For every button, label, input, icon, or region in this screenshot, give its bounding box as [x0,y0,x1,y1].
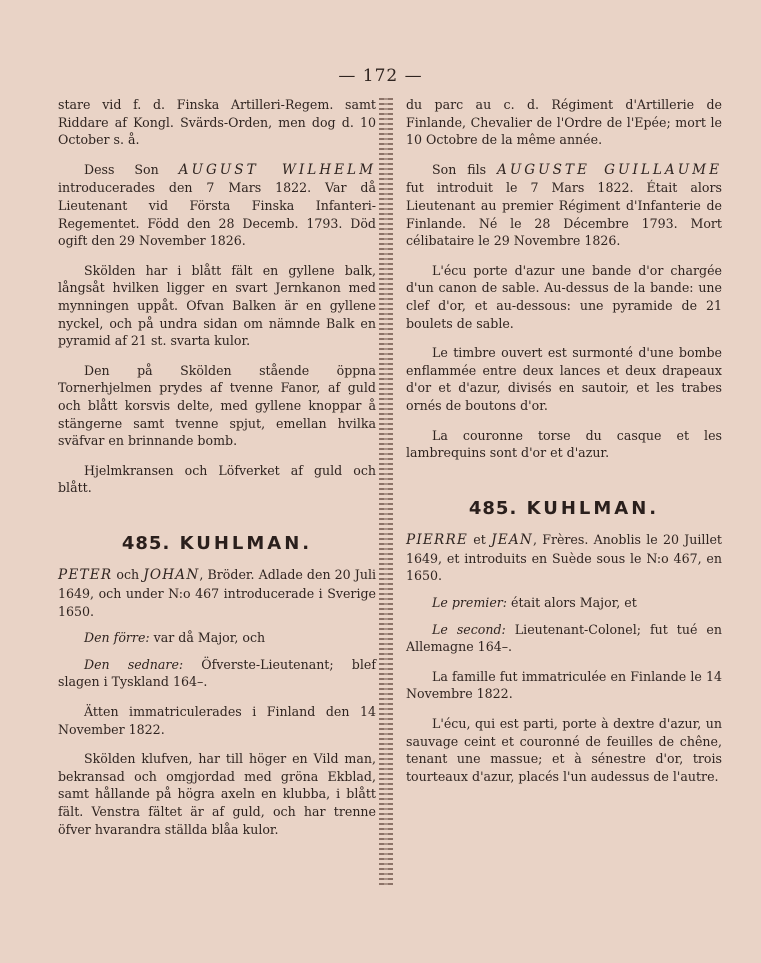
paragraph-immatriculation: Ätten immatriculerades i Finland den 14 November 1822. [58,704,376,737]
family-name: KUHLMAN. [179,532,313,554]
paragraph-continuation: du parc au c. d. Régiment d'Artillerie de Finlande, Chevalier de l'Ordre de l'Epée; mort le 10 Octobre de la même année. [406,97,722,148]
paragraph-second: Le second: Lieutenant-Colonel; fut tué en Allemagne 164–. [406,621,722,655]
paragraph-wreath: La couronne torse du casque et les lambrequins sont d'or et d'azur. [406,427,722,461]
paragraph-helmet: Le timbre ouvert est surmonté d'une bombe enflammée entre deux lances et deux drapeaux d'or et d'azur, divisés en sautoir, et les trabes ornés de boutons d'or. [406,345,722,413]
paragraph-son: Dess Son AUGUST WILHELM introducerades den 7 Mars 1822. Var då Lieutenant vid Första Finska Infanteri-Regementet. Född den 28 Decemb. 1793. Död ogift den 29 November 1826. [58,161,376,249]
paragraph-shield-2: L'écu, qui est parti, porte à dextre d'azur, un sauvage ceint et couronné de feuilles de chêne, tenant une massue; et à sénestre d'or, trois tourteaux d'azur, placés l'un audessus de l'autre. [406,716,722,784]
family-heading [58,532,376,554]
paragraph-continuation: stare vid f. d. Finska Artilleri-Regem. samt Riddare af Kongl. Svärds-Orden, men dog d. 10 October s. å. [58,97,376,148]
person-name: AUGUSTE GUILLAUME [497,161,723,178]
paragraph-first: Den förre: var då Major, och [84,630,266,646]
french-column [406,96,722,785]
person-name: AUGUST WILHELM [178,161,376,178]
family-number: 485. [121,532,171,554]
paragraph-brothers: PETER och JOHAN, Bröder. Adlade den 20 Juli 1649, och under N:o 467 introducerade i Sverige 1650. [58,567,376,619]
column-divider [379,98,393,886]
family-heading [406,497,722,519]
paragraph-shield: L'écu porte d'azur une bande d'or chargée d'un canon de sable. Au-dessus de la bande: une clef d'or, et au-dessous: une pyramide de 21 boulets de sable. [406,262,722,331]
paragraph-shield: Skölden har i blått fält en gyllene balk, långsåt hvilken ligger en svart Jernkanon med mynningen uppåt. Ofvan Balken är en gyllene nyckel, och på undra sidan om nämnde Balk en pyramid af 21 st. svarta kulor. [58,262,376,349]
paragraph-first: Le premier: était alors Major, et [432,595,637,611]
paragraph-brothers: PIERRE et JEAN, Frères. Anoblis le 20 Juillet 1649, et introduits en Suède sous le N:o 467, en 1650. [406,532,722,584]
paragraph-second: Den sednare: Öfverste-Lieutenant; blef slagen i Tyskland 164–. [58,656,376,690]
swedish-column [58,96,376,838]
page-number: — 172 — [338,66,423,86]
family-number: 485. [468,497,518,519]
paragraph-immatriculation: La famille fut immatriculée en Finlande le 14 Novembre 1822. [406,668,722,702]
family-name: KUHLMAN. [526,497,660,519]
paragraph-son: Son fils AUGUSTE GUILLAUME fut introduit le 7 Mars 1822. Était alors Lieutenant au premier Régiment d'Infanterie de Finlande. Né le 28 Décembre 1793. Mort célibataire le 29 Novembre 1826. [406,161,723,249]
paragraph-helmet: Den på Skölden stående öppna Tornerhjelmen prydes af tvenne Fanor, af guld och blått korsvis delte, med gyllene knoppar å stängerne samt tvenne spjut, emellan hvilka sväfvar en brinnande bomb. [58,362,376,449]
paragraph-wreath: Hjelmkransen och Löfverket af guld och blått. [58,462,376,496]
paragraph-shield-2: Skölden klufven, har till höger en Vild man, bekransad och omgjordad med gröna Ekblad, samt hållande på högra axeln en klubba, i blått fält. Venstra fältet är af guld, och har trenne öfver hvarandra ställda blåa kulor. [58,751,376,837]
